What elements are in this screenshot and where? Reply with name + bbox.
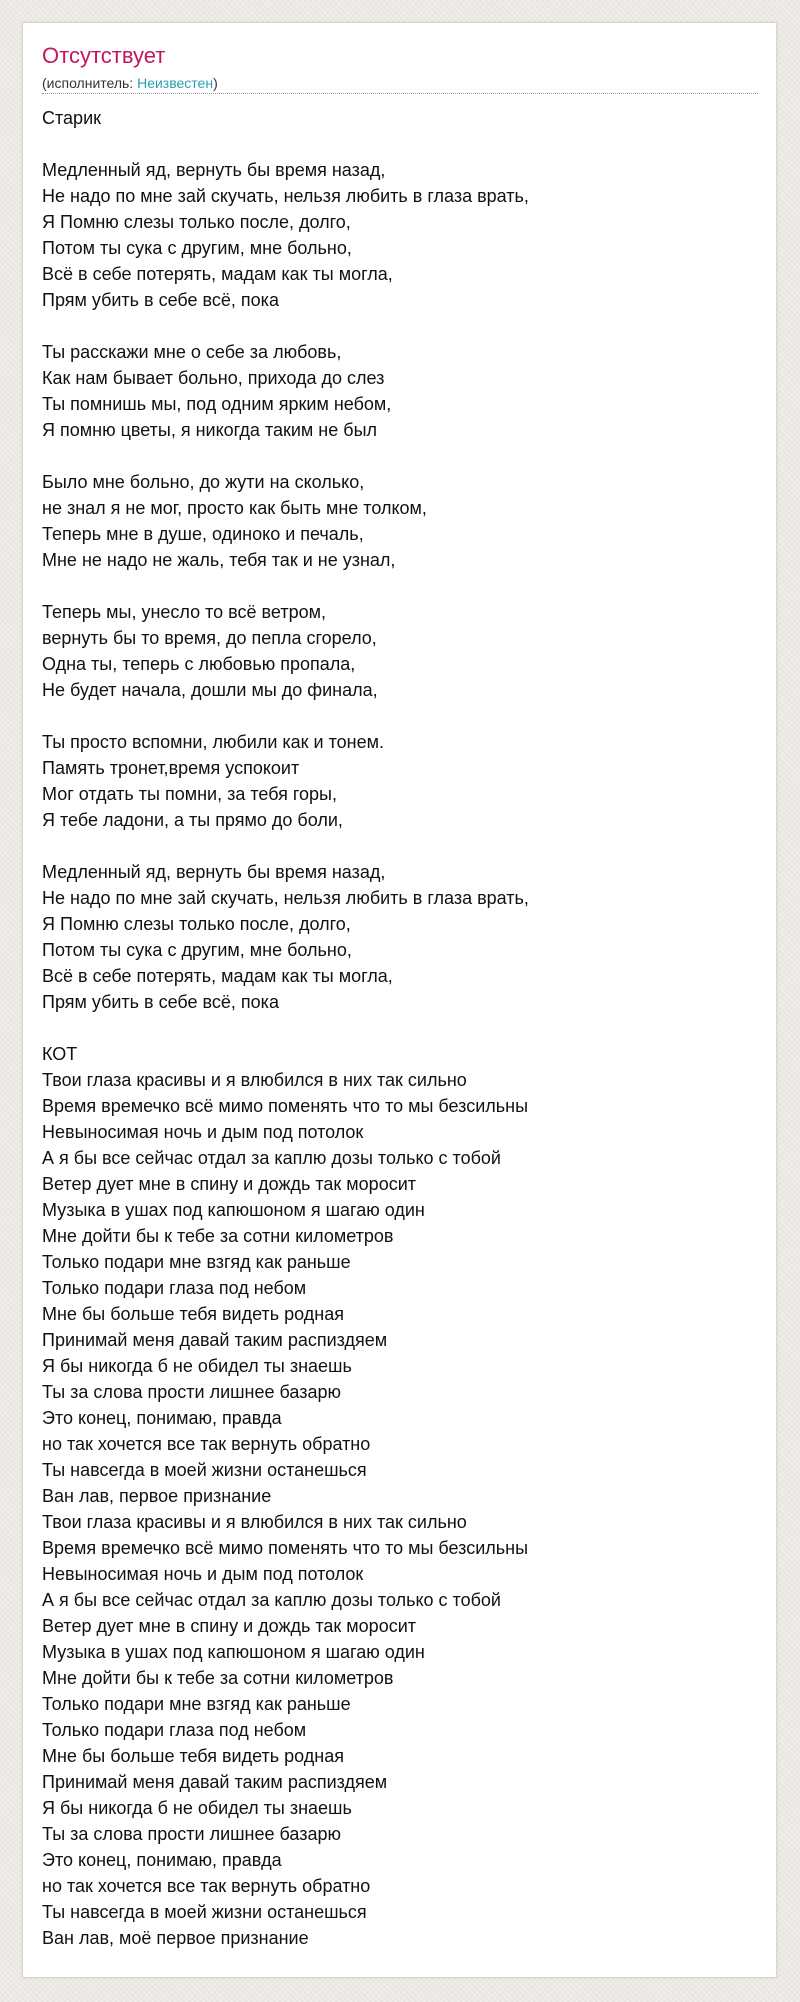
lyric-line: Ты навсегда в моей жизни останешься <box>42 1460 367 1480</box>
lyric-line: Как нам бывает больно, прихода до слез <box>42 368 385 388</box>
lyric-line: А я бы все сейчас отдал за каплю дозы только с тобой <box>42 1148 501 1168</box>
lyric-line: Всё в себе потерять, мадам как ты могла, <box>42 966 393 986</box>
lyric-line: Потом ты сука с другим, мне больно, <box>42 940 352 960</box>
artist-line <box>42 75 218 92</box>
lyric-line: Ты навсегда в моей жизни останешься <box>42 1902 367 1922</box>
lyric-line: Твои глаза красивы и я влюбился в них так сильно <box>42 1070 467 1090</box>
lyric-line: А я бы все сейчас отдал за каплю дозы только с тобой <box>42 1590 501 1610</box>
lyric-line: Только подари глаза под небом <box>42 1278 307 1298</box>
lyric-line: Ты помнишь мы, под одним ярким небом, <box>42 394 392 414</box>
lyrics-card <box>22 22 777 1978</box>
lyric-line: Медленный яд, вернуть бы время назад, <box>42 862 386 882</box>
lyric-line: Только подари глаза под небом <box>42 1720 307 1740</box>
dotted-divider <box>42 93 758 94</box>
lyric-line: Ты за слова прости лишнее базарю <box>42 1382 342 1402</box>
lyric-line: не знал я не мог, просто как быть мне толком, <box>42 498 427 518</box>
lyric-line: Я Помню слезы только после, долго, <box>42 914 351 934</box>
lyric-line: Прям убить в себе всё, пока <box>42 992 279 1012</box>
stanza-gap <box>42 131 758 157</box>
lyric-line: Музыка в ушах под капюшоном я шагаю один <box>42 1642 425 1662</box>
lyric-line: Было мне больно, до жути на сколько, <box>42 472 365 492</box>
lyric-line: Принимай меня давай таким распиздяем <box>42 1330 388 1350</box>
lyric-line: Ветер дует мне в спину и дождь так моросит <box>42 1174 417 1194</box>
song-title: Отсутствует <box>42 43 166 68</box>
lyric-line: Мне дойти бы к тебе за сотни километров <box>42 1226 394 1246</box>
lyric-line: Невыносимая ночь и дым под потолок <box>42 1564 364 1584</box>
lyric-line: Я бы никогда б не обидел ты знаешь <box>42 1798 352 1818</box>
artist-link[interactable]: Неизвестен <box>137 75 214 91</box>
lyric-line: Я тебе ладони, а ты прямо до боли, <box>42 810 343 830</box>
lyric-line: Мне не надо не жаль, тебя так и не узнал, <box>42 550 396 570</box>
lyric-line: но так хочется все так вернуть обратно <box>42 1876 371 1896</box>
lyric-line: Ветер дует мне в спину и дождь так моросит <box>42 1616 417 1636</box>
lyric-line: Мне бы больше тебя видеть родная <box>42 1304 344 1324</box>
lyric-line: Ты за слова прости лишнее базарю <box>42 1824 342 1844</box>
lyric-line: Ты просто вспомни, любили как и тонем. <box>42 732 384 752</box>
lyric-line: Это конец, понимаю, правда <box>42 1850 282 1870</box>
lyric-line: Невыносимая ночь и дым под потолок <box>42 1122 364 1142</box>
lyrics-text <box>42 105 758 1951</box>
lyric-line: Принимай меня давай таким распиздяем <box>42 1772 388 1792</box>
lyric-line: Не надо по мне зай скучать, нельзя любить в глаза врать, <box>42 186 529 206</box>
lyric-line: Я бы никогда б не обидел ты знаешь <box>42 1356 352 1376</box>
lyric-line: Твои глаза красивы и я влюбился в них так сильно <box>42 1512 467 1532</box>
stanza-gap <box>42 573 758 599</box>
stanza-gap <box>42 833 758 859</box>
lyric-line: КОТ <box>42 1044 78 1064</box>
lyric-line: Музыка в ушах под капюшоном я шагаю один <box>42 1200 425 1220</box>
lyric-line: Ты расскажи мне о себе за любовь, <box>42 342 342 362</box>
lyric-line: Время времечко всё мимо поменять что то мы безсильны <box>42 1096 529 1116</box>
lyric-line: Всё в себе потерять, мадам как ты могла, <box>42 264 393 284</box>
lyric-line: Это конец, понимаю, правда <box>42 1408 282 1428</box>
artist-prefix: (исполнитель: <box>42 75 138 91</box>
lyric-line: Не надо по мне зай скучать, нельзя любить в глаза врать, <box>42 888 529 908</box>
stanza-gap <box>42 1015 758 1041</box>
lyric-line: вернуть бы то время, до пепла сгорело, <box>42 628 377 648</box>
lyric-line: Старик <box>42 108 101 128</box>
lyric-line: Прям убить в себе всё, пока <box>42 290 279 310</box>
stanza-gap <box>42 443 758 469</box>
lyric-line: Потом ты сука с другим, мне больно, <box>42 238 352 258</box>
lyric-line: Только подари мне взгяд как раньше <box>42 1694 351 1714</box>
lyric-line: Медленный яд, вернуть бы время назад, <box>42 160 386 180</box>
lyric-line: Мне дойти бы к тебе за сотни километров <box>42 1668 394 1688</box>
lyric-line: Не будет начала, дошли мы до финала, <box>42 680 378 700</box>
lyric-line: Ван лав, моё первое признание <box>42 1928 309 1948</box>
lyric-line: Я помню цветы, я никогда таким не был <box>42 420 378 440</box>
artist-suffix: ) <box>213 75 218 91</box>
stanza-gap <box>42 703 758 729</box>
lyric-line: Ван лав, первое признание <box>42 1486 272 1506</box>
lyric-line: Одна ты, теперь с любовью пропала, <box>42 654 356 674</box>
lyric-line: но так хочется все так вернуть обратно <box>42 1434 371 1454</box>
lyric-line: Память тронет,время успокоит <box>42 758 300 778</box>
lyric-line: Только подари мне взгяд как раньше <box>42 1252 351 1272</box>
lyric-line: Я Помню слезы только после, долго, <box>42 212 351 232</box>
lyric-line: Теперь мы, унесло то всё ветром, <box>42 602 326 622</box>
lyric-line: Мог отдать ты помни, за тебя горы, <box>42 784 337 804</box>
lyric-line: Мне бы больше тебя видеть родная <box>42 1746 344 1766</box>
lyric-line: Теперь мне в душе, одиноко и печаль, <box>42 524 364 544</box>
stanza-gap <box>42 313 758 339</box>
lyric-line: Время времечко всё мимо поменять что то мы безсильны <box>42 1538 529 1558</box>
